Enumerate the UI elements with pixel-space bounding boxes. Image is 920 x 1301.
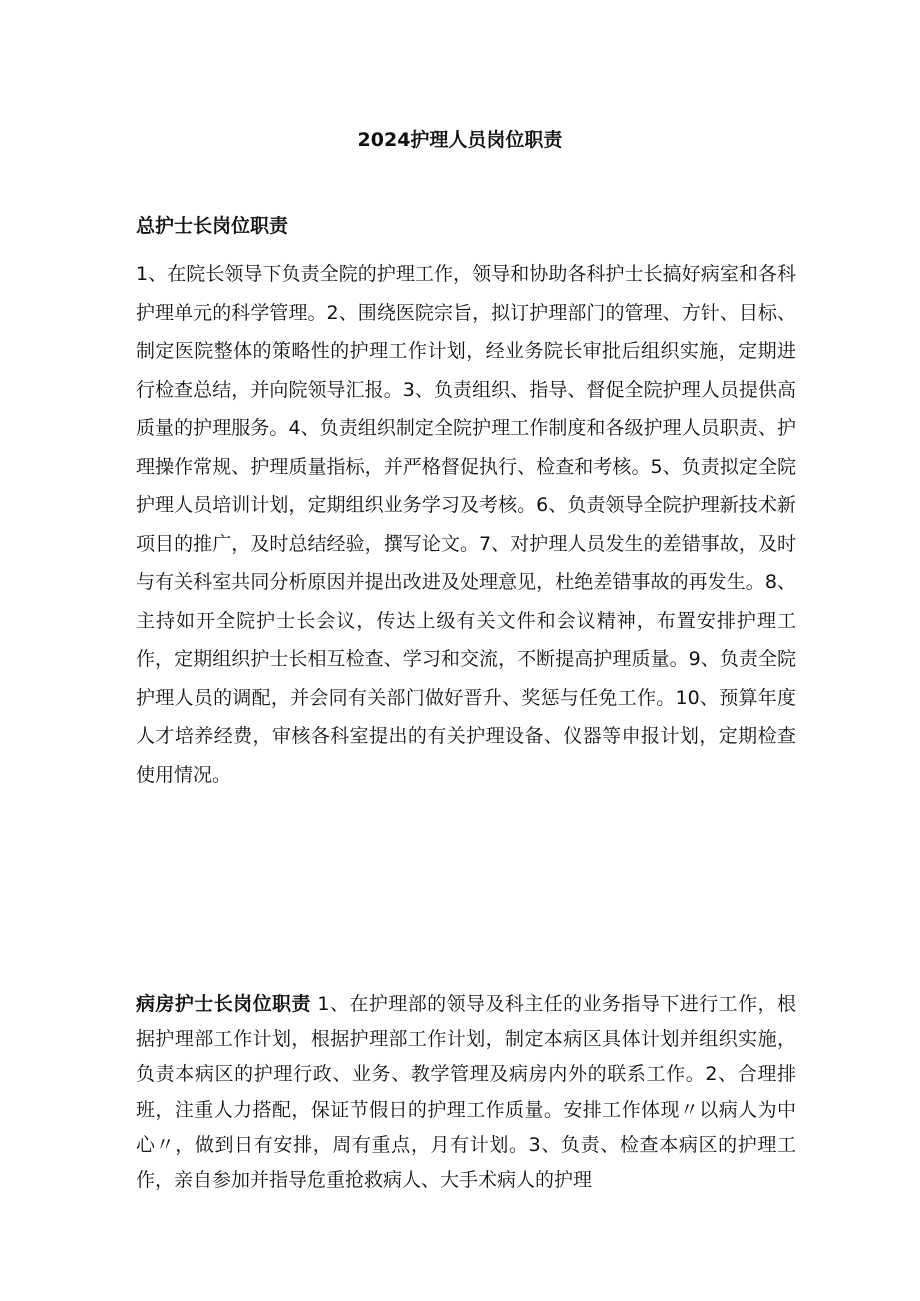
document-title: 2024护理人员岗位职责	[357, 129, 563, 151]
section-body-ward-head-nurse: 1、在护理部的领导及科主任的业务指导下进行工作，根据护理部工作计划，根据护理部工作计划，制定本病区具体计划并组织实施，负责本病区的护理行政、业务、教学管理及病房内外的联系工作。2、合理排班，注重人力搭配，保证节假日的护理工作质量。安排工作体现〃以病人为中心〃，做到日有安排，周有重点，月有计划。3、负责、检查本病区的护理工作，亲自参加并指导危重抢救病人、大手术病人的护理	[136, 993, 796, 1192]
section-ward-head-nurse	[136, 987, 796, 1198]
section-heading-ward-head-nurse: 病房护士长岗位职责	[136, 993, 311, 1015]
section-body-head-nurse: 1、在院长领导下负责全院的护理工作，领导和协助各科护士长搞好病室和各科护理单元的科学管理。2、围绕医院宗旨，拟订护理部门的管理、方针、目标、制定医院整体的策略性的护理工作计划，经业务院长审批后组织实施，定期进行检查总结，并向院领导汇报。3、负责组织、指导、督促全院护理人员提供高质量的护理服务。4、负责组织制定全院护理工作制度和各级护理人员职责、护理操作常规、护理质量指标，并严格督促执行、检查和考核。5、负责拟定全院护理人员培训计划，定期组织业务学习及考核。6、负责领导全院护理新技术新项目的推广，及时总结经验，撰写论文。7、对护理人员发生的差错事故，及时与有关科室共同分析原因并提出改进及处理意见，杜绝差错事故的再发生。8、主持如开全院护士长会议，传达上级有关文件和会议精神，布置安排护理工作，定期组织护士长相互检查、学习和交流，不断提高护理质量。9、负责全院护理人员的调配，并会同有关部门做好晋升、奖惩与任免工作。10、预算年度人才培养经费，审核各科室提出的有关护理设备、仪器等申报计划，定期检查使用情况。	[136, 263, 796, 786]
section-heading-head-nurse: 总护士长岗位职责	[136, 215, 289, 237]
